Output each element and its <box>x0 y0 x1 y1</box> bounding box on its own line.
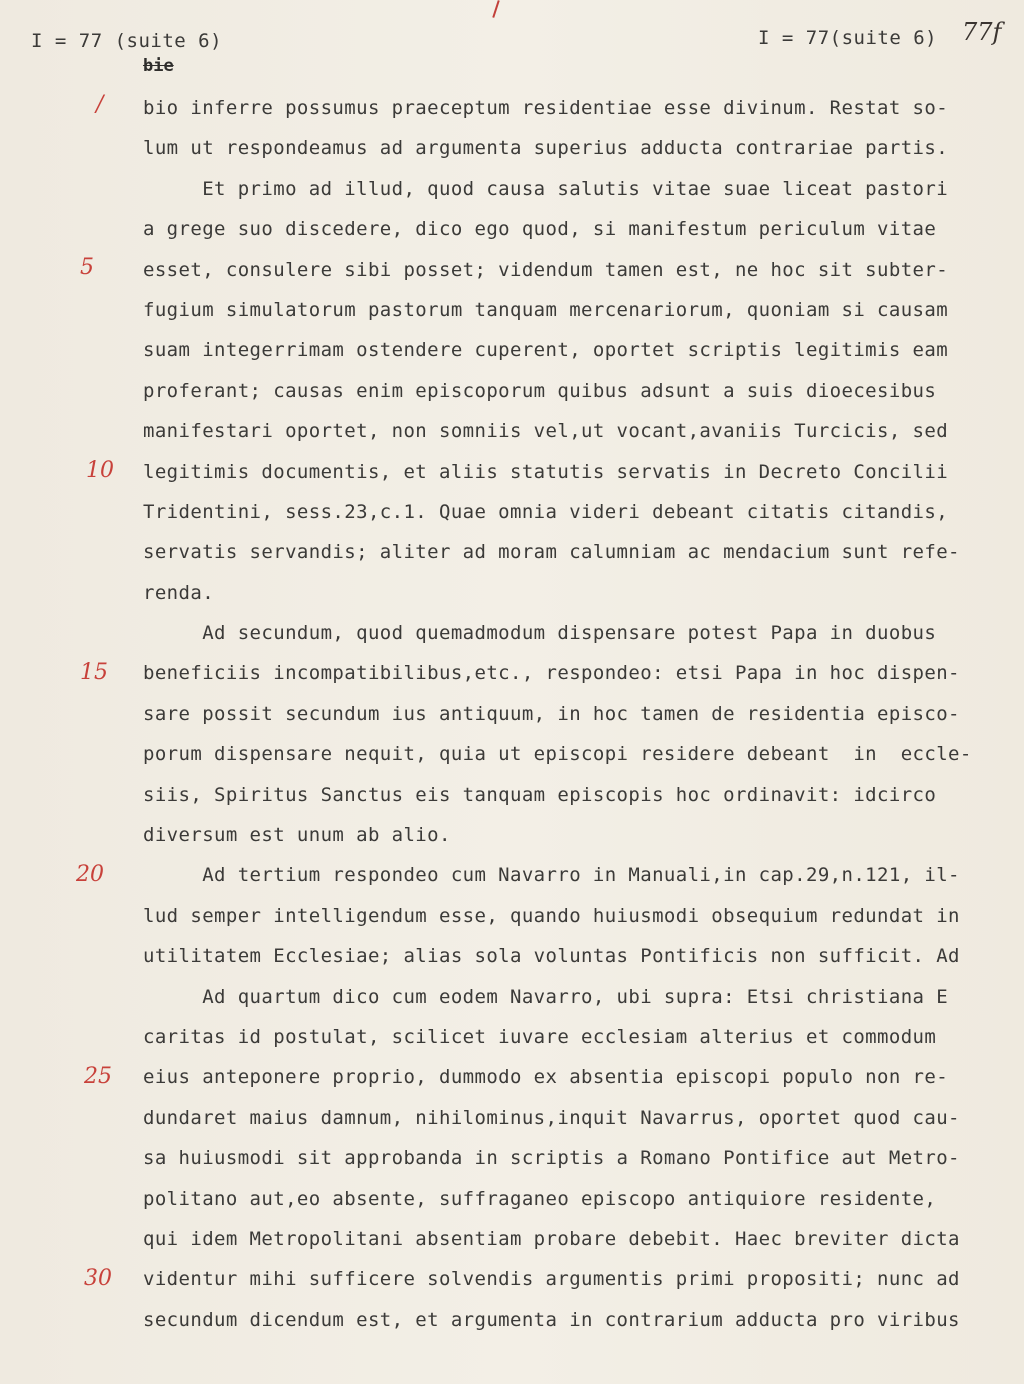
text-line: siis, Spiritus Sanctus eis tanquam episcopis hoc ordinavit: idcirco <box>143 783 937 806</box>
text-line: legitimis documentis, et aliis statutis servatis in Decreto Concilii <box>143 460 949 483</box>
text-line: renda. <box>143 581 215 604</box>
text-line: politano aut,eo absente, suffraganeo episcopo antiquiore residente, <box>143 1187 937 1210</box>
header-left: I = 77 (suite 6) <box>31 30 223 52</box>
text-line: Et primo ad illud, quod causa salutis vitae suae liceat pastori <box>143 177 949 200</box>
text-line: proferant; causas enim episcoporum quibus adsunt a suis dioecesibus <box>143 379 937 402</box>
text-line: secundum dicendum est, et argumenta in contrarium adducta pro viribus <box>143 1308 960 1331</box>
text-line: diversum est unum ab alio. <box>143 824 451 847</box>
text-line: manifestari oportet, non somniis vel,ut vocant,avaniis Turcicis, sed <box>143 420 949 443</box>
text-line: lum ut respondeamus ad argumenta superius adducta contrariae partis. <box>143 137 949 160</box>
struck-word: bie <box>143 56 174 76</box>
text-line: suam integerrimam ostendere cuperent, oportet scriptis legitimis eam <box>143 339 949 362</box>
text-line: porum dispensare nequit, quia ut episcopi residere debeant in eccle- <box>143 743 972 766</box>
text-line: esset, consulere sibi posset; videndum tamen est, ne hoc sit subter- <box>143 258 949 281</box>
text-line: sa huiusmodi sit approbanda in scriptis a Romano Pontifice aut Metro- <box>143 1147 960 1170</box>
header-right: I = 77(suite 6) <box>758 27 938 49</box>
text-line: servatis servandis; aliter ad moram calumniam ac mendacium sunt refe- <box>143 541 960 564</box>
text-line: eius anteponere proprio, dummodo ex absentia episcopi populo non re- <box>143 1066 949 1089</box>
text-line: beneficiis incompatibilibus,etc., respondeo: etsi Papa in hoc dispen- <box>143 662 960 685</box>
margin-number-10: 10 <box>86 458 114 483</box>
text-line: Ad tertium respondeo cum Navarro in Manuali,in cap.29,n.121, il- <box>143 864 960 887</box>
text-line: bio inferre possumus praeceptum residentiae esse divinum. Restat so- <box>143 97 949 119</box>
text-line: sare possit secundum ius antiquum, in hoc tamen de residentia episco- <box>143 702 960 725</box>
text-line: caritas id postulat, scilicet iuvare ecclesiam alterius et commodum <box>143 1025 937 1048</box>
handwritten-page-number: 77f <box>962 18 1002 46</box>
margin-number-20: 20 <box>76 862 104 887</box>
margin-number-30: 30 <box>84 1266 112 1291</box>
text-line: Tridentini, sess.23,c.1. Quae omnia videri debeant citatis citandis, <box>143 500 949 523</box>
text-line: fugium simulatorum pastorum tanquam mercenariorum, quoniam si causam <box>143 298 949 321</box>
text-line: videntur mihi sufficere solvendis argumentis primi propositi; nunc ad <box>143 1268 960 1291</box>
text-line: Ad secundum, quod quemadmodum dispensare potest Papa in duobus <box>143 622 937 645</box>
margin-mark-1: / <box>96 92 104 117</box>
body-text <box>143 88 1003 1340</box>
text-line: a grege suo discedere, dico ego quod, si manifestum periculum vitae <box>143 218 937 241</box>
text-line: dundaret maius damnum, nihilominus,inquit Navarrus, oportet quod cau- <box>143 1106 960 1129</box>
text-line: utilitatem Ecclesiae; alias sola voluntas Pontificis non sufficit. Ad <box>143 945 960 968</box>
text-line: Ad quartum dico cum eodem Navarro, ubi supra: Etsi christiana E <box>143 985 949 1008</box>
text-line: lud semper intelligendum esse, quando huiusmodi obsequium redundat in <box>143 904 960 927</box>
margin-number-15: 15 <box>80 660 108 685</box>
margin-number-25: 25 <box>84 1064 112 1089</box>
text-line: qui idem Metropolitani absentiam probare debebit. Haec breviter dicta <box>143 1227 960 1250</box>
margin-number-5: 5 <box>80 255 94 280</box>
